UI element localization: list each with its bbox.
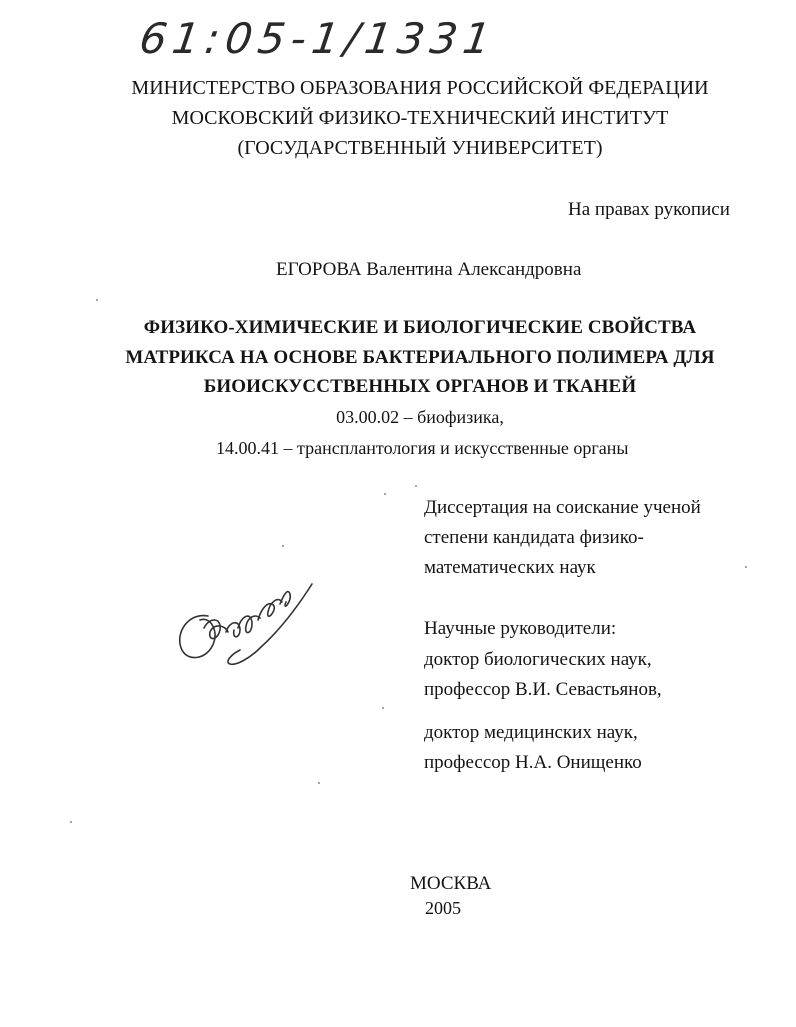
scan-speck <box>382 707 384 709</box>
specialty-2: 14.00.41 – трансплантология и искусственные органы <box>216 438 629 458</box>
footer-city: МОСКВА <box>410 873 492 894</box>
scan-speck <box>745 566 747 568</box>
dissertation-line-3: математических наук <box>424 557 596 578</box>
archive-code: 61:05-1/1331 <box>136 14 500 63</box>
scan-speck <box>415 485 417 487</box>
signature-icon <box>170 576 320 676</box>
supervisor-1-degree: доктор биологических наук, <box>424 649 652 670</box>
specialty-1: 03.00.02 – биофизика, <box>336 407 504 427</box>
scan-speck <box>70 821 72 823</box>
supervisor-2-name: профессор Н.А. Онищенко <box>424 752 642 773</box>
title-line-3: БИОИСКУССТВЕННЫХ ОРГАНОВ И ТКАНЕЙ <box>203 376 637 397</box>
supervisor-2-degree: доктор медицинских наук, <box>424 722 638 743</box>
title-line-1: ФИЗИКО-ХИМИЧЕСКИЕ И БИОЛОГИЧЕСКИЕ СВОЙСТВА <box>143 317 697 338</box>
scan-speck <box>384 493 386 495</box>
institute-name: МОСКОВСКИЙ ФИЗИКО-ТЕХНИЧЕСКИЙ ИНСТИТУТ <box>171 107 669 129</box>
scan-speck <box>318 782 320 784</box>
ministry-name: МИНИСТЕРСТВО ОБРАЗОВАНИЯ РОССИЙСКОЙ ФЕДЕРАЦИИ <box>131 77 709 99</box>
scan-speck <box>96 299 98 301</box>
supervisor-1-name: профессор В.И. Севастьянов, <box>424 679 662 700</box>
supervisors-heading: Научные руководители: <box>424 618 617 639</box>
manuscript-note: На правах рукописи <box>568 199 730 220</box>
footer-year: 2005 <box>425 898 461 918</box>
dissertation-line-2: степени кандидата физико- <box>424 527 644 548</box>
title-line-2: МАТРИКСА НА ОСНОВЕ БАКТЕРИАЛЬНОГО ПОЛИМЕРА ДЛЯ <box>125 347 715 368</box>
author-name: ЕГОРОВА Валентина Александровна <box>276 259 582 280</box>
dissertation-line-1: Диссертация на соискание ученой <box>424 497 701 518</box>
scan-speck <box>282 545 284 547</box>
institute-status: (ГОСУДАРСТВЕННЫЙ УНИВЕРСИТЕТ) <box>237 137 603 159</box>
